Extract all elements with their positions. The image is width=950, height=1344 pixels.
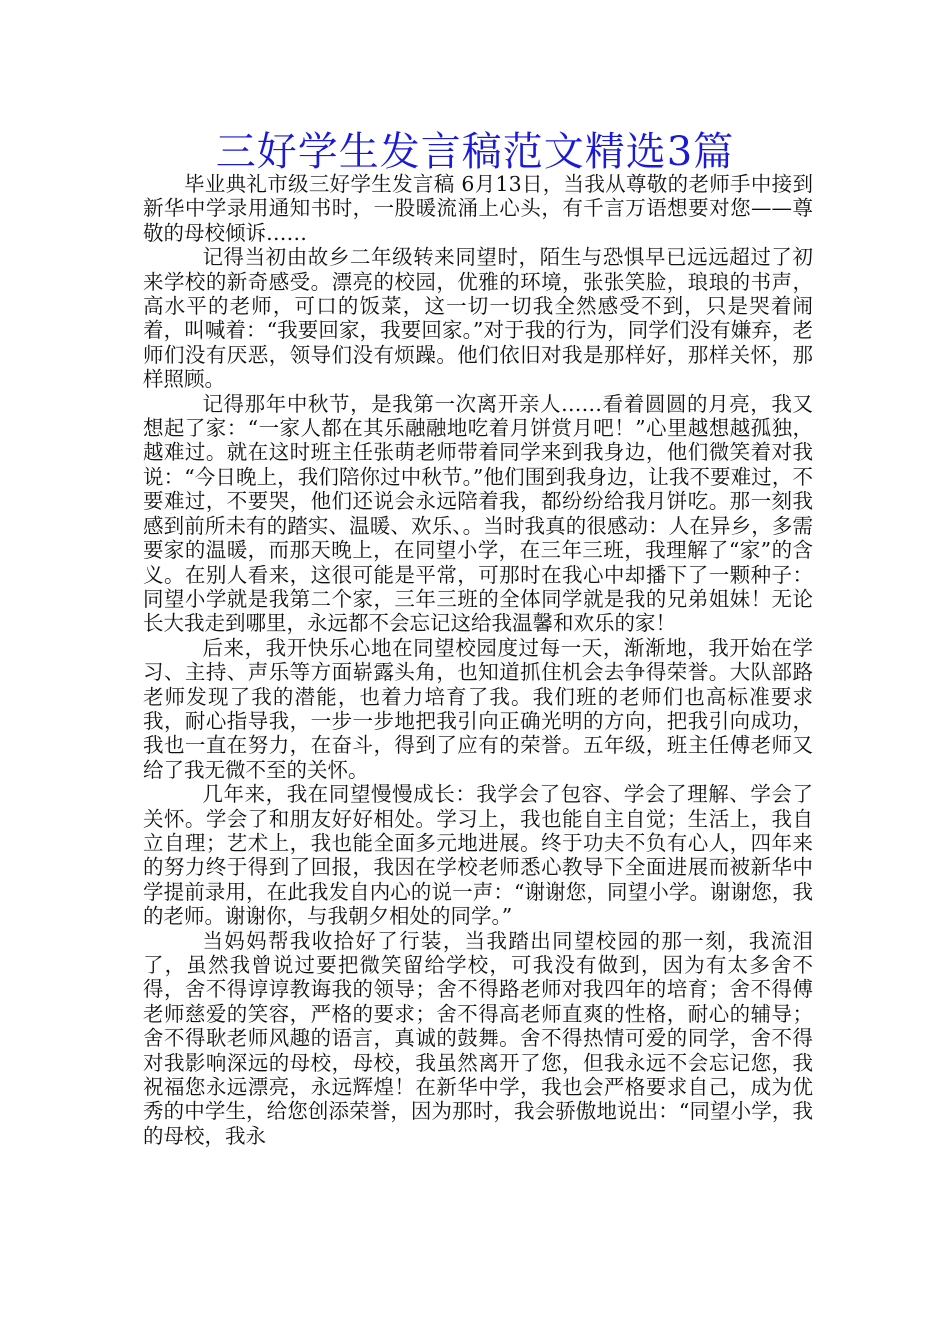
document-title: 三好学生发言稿范文精选3篇	[215, 129, 735, 175]
paragraph-4: 后来，我开快乐心地在同望校园度过每一天，渐渐地，我开始在学习、主持、声乐等方面崭露头角，也知道抓住机会去争得荣誉。大队部路老师发现了我的潜能，也着力培育了我。我们班的老师们也高标准要求我，耐心指导我，一步一步地把我引向正确光明的方向，把我引向成功，我也一直在努力，在奋斗，得到了应有的荣誉。五年级，班主任傅老师又给了我无微不至的关怀。	[143, 635, 813, 782]
paragraph-1: 毕业典礼市级三好学生发言稿 6月13日，当我从尊敬的老师手中接到新华中学录用通知书时，一股暖流涌上心头，有千言万语想要对您——尊敬的母校倾诉……	[143, 172, 813, 245]
paragraph-5: 几年来，我在同望慢慢成长：我学会了包容、学会了理解、学会了关怀。学会了和朋友好好相处。学习上，我也能自主自觉；生活上，我自立自理；艺术上，我也能全面多元地进展。终于功夫不负有心人，四年来的努力终于得到了回报，我因在学校老师悉心教导下全面进展而被新华中学提前录用，在此我发自内心的说一声：“谢谢您，同望小学。谢谢您，我的老师。谢谢你，与我朝夕相处的同学。”	[143, 782, 813, 929]
paragraph-6: 当妈妈帮我收拾好了行装，当我踏出同望校园的那一刻，我流泪了，虽然我曾说过要把微笑留给学校，可我没有做到，因为有太多舍不得，舍不得谆谆教诲我的领导；舍不得路老师对我四年的培育；舍不得傅老师慈爱的笑容，严格的要求；舍不得高老师直爽的性格，耐心的辅导；舍不得耿老师风趣的语言，真诚的鼓舞。舍不得热情可爱的同学，舍不得对我影响深远的母校，母校，我虽然离开了您，但我永远不会忘记您，我祝福您永远漂亮，永远辉煌！在新华中学，我也会严格要求自己，成为优秀的中学生，给您创添荣誉，因为那时，我会骄傲地说出：“同望小学，我的母校，我永	[143, 928, 813, 1148]
document-body	[143, 172, 813, 1148]
paragraph-3: 记得那年中秋节，是我第一次离开亲人……看着圆圆的月亮，我又想起了家：“一家人都在其乐融融地吃着月饼赏月吧！”心里越想越孤独，越难过。就在这时班主任张萌老师带着同学来到我身边，他们微笑着对我说：“今日晚上，我们陪你过中秋节。”他们围到我身边，让我不要难过，不要难过，不要哭，他们还说会永远陪着我，都纷纷给我月饼吃。那一刻我感到前所未有的踏实、温暖、欢乐、。当时我真的很感动：人在异乡，多需要家的温暖，而那天晚上，在同望小学，在三年三班，我理解了“家”的含义。在别人看来，这很可能是平常，可那时在我心中却播下了一颗种子：同望小学就是我第二个家，三年三班的全体同学就是我的兄弟姐妹！无论长大我走到哪里，永远都不会忘记这给我温馨和欢乐的家！	[143, 391, 813, 636]
paragraph-2: 记得当初由故乡二年级转来同望时，陌生与恐惧早已远远超过了初来学校的新奇感受。漂亮的校园，优雅的环境，张张笑脸，琅琅的书声，高水平的老师，可口的饭菜，这一切一切我全然感受不到，只是哭着闹着，叫喊着：“我要回家，我要回家。”对于我的行为，同学们没有嫌弃，老师们没有厌恶，领导们没有烦躁。他们依旧对我是那样好，那样关怀，那样照顾。	[143, 245, 813, 392]
